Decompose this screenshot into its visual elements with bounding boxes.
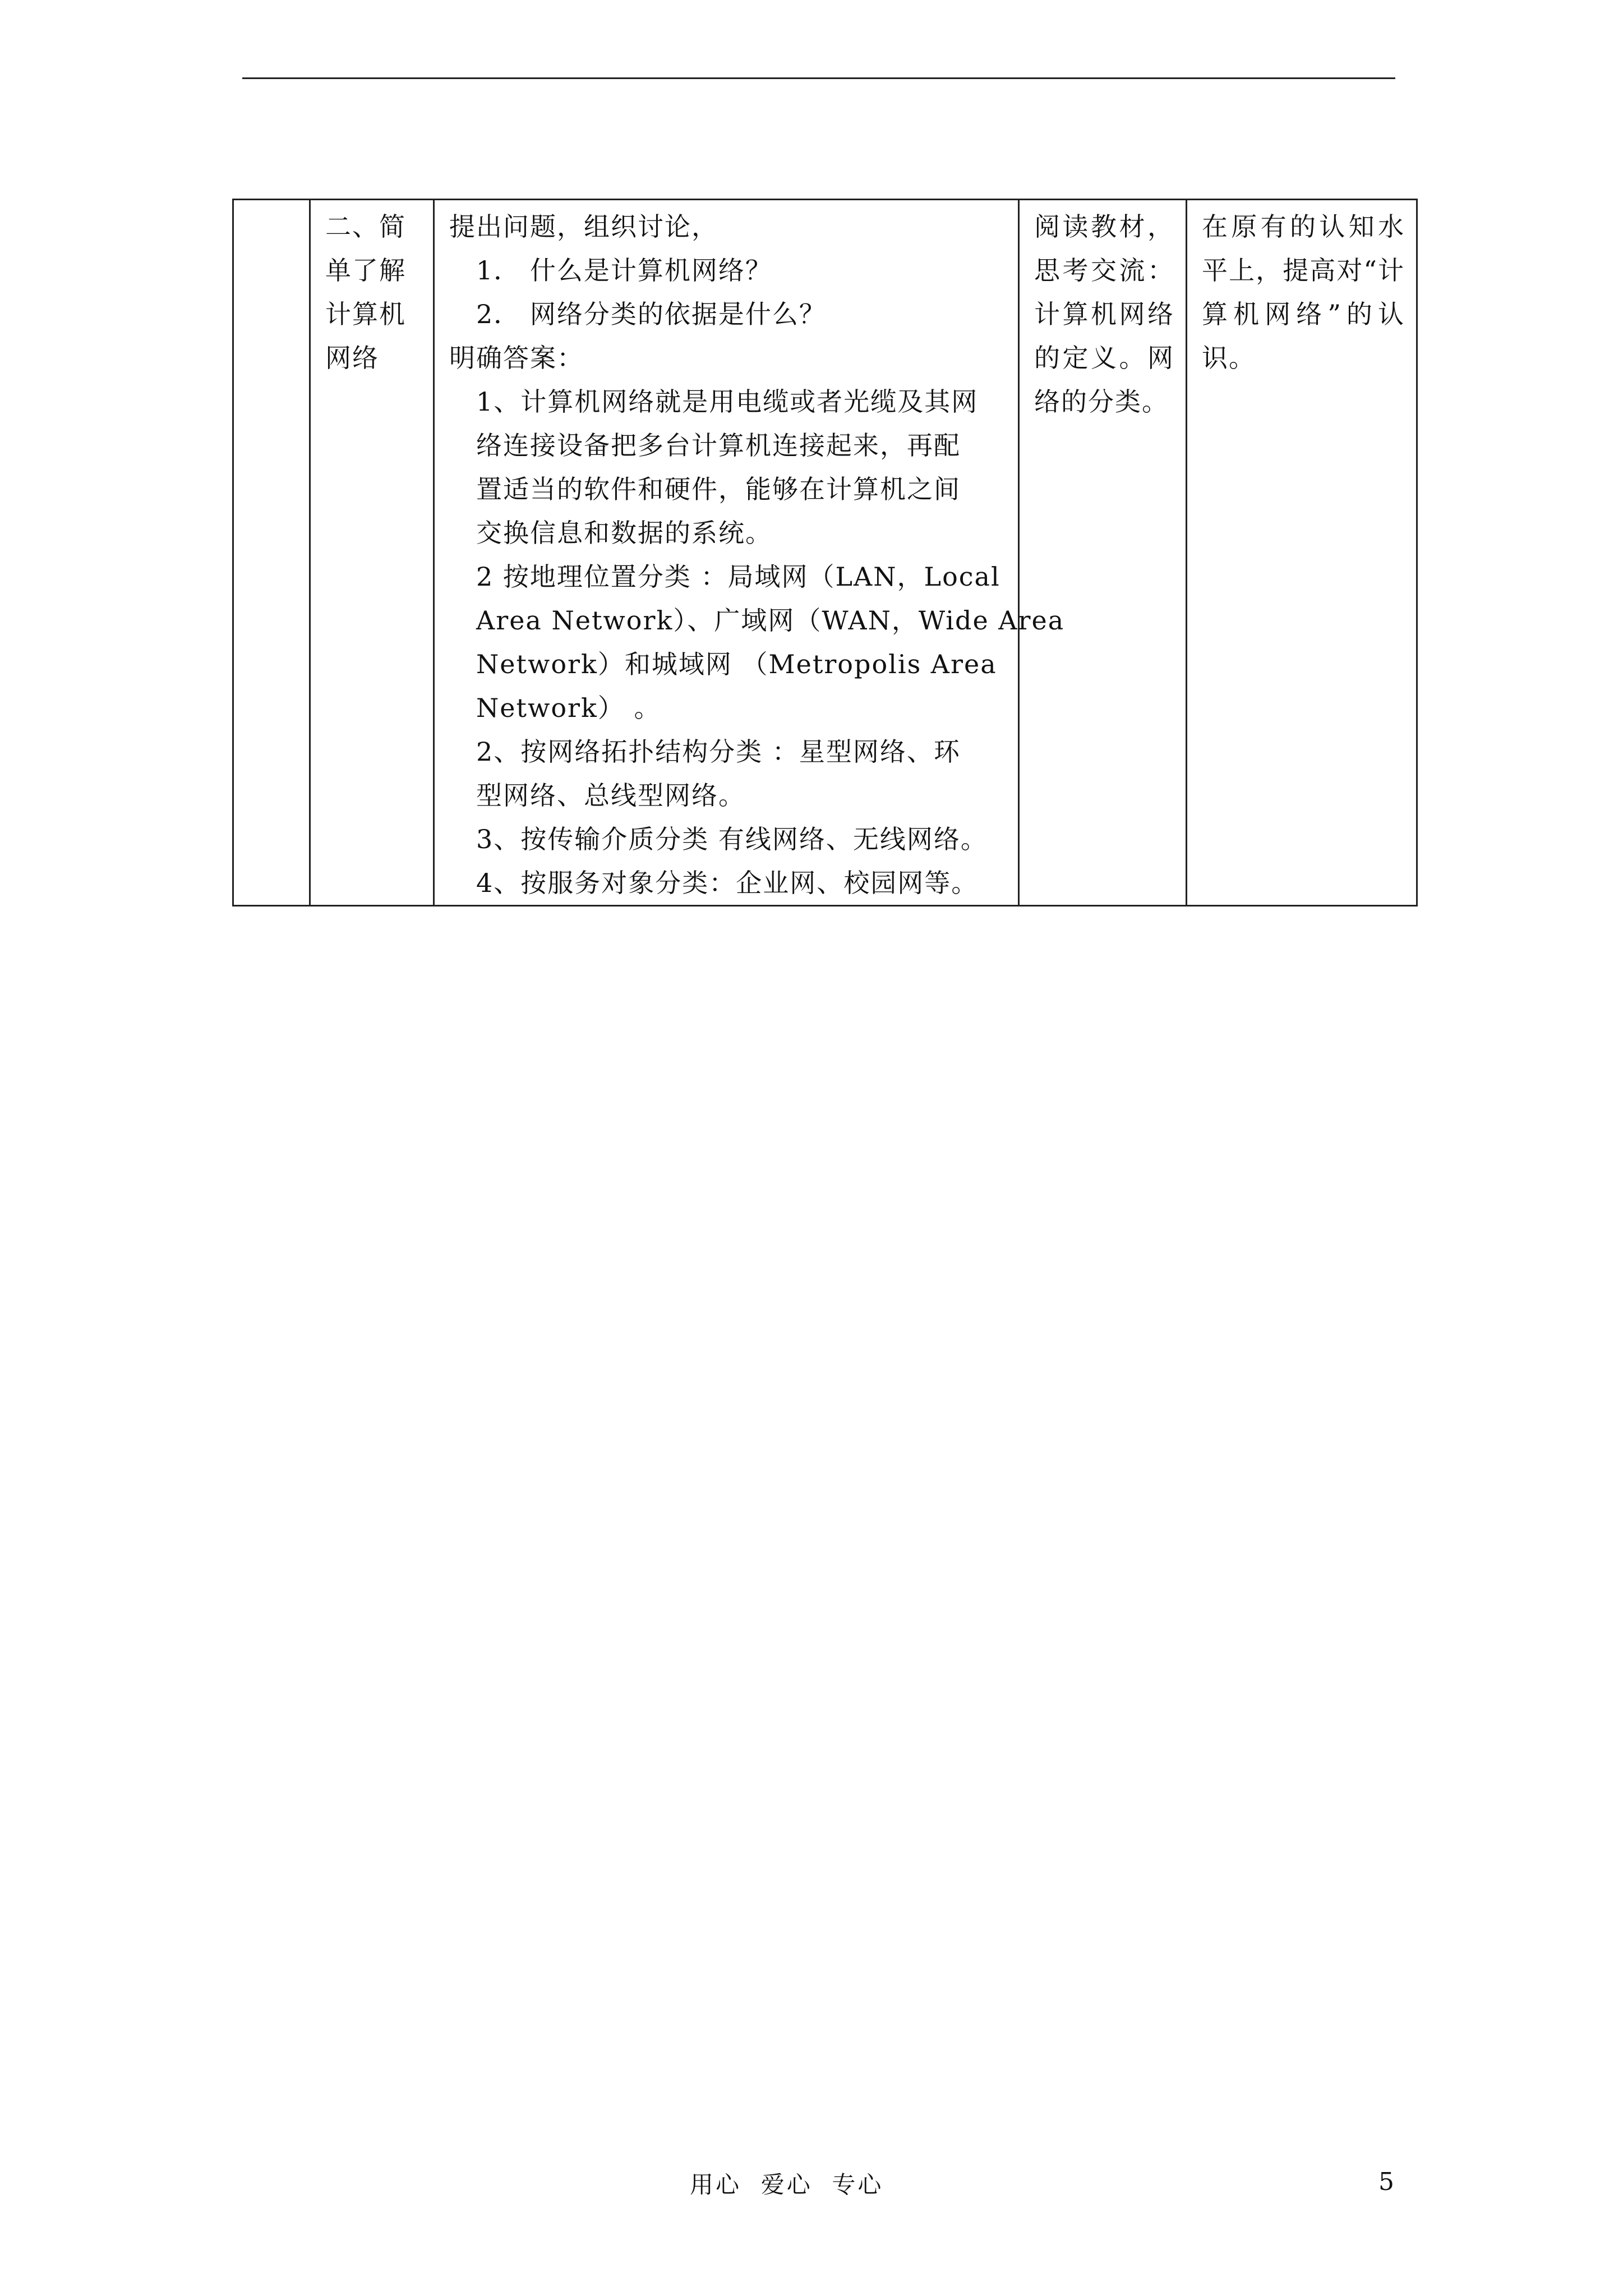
teacher-intro: 提出问题，组织讨论，: [449, 211, 718, 242]
answer-line: 2、按网络拓扑结构分类 ：星型网络、环: [476, 737, 961, 767]
stage-label: 二、简单了解计算机网络: [325, 211, 406, 373]
teacher-activity-cell: [434, 200, 1065, 906]
table-row: [233, 200, 1417, 906]
student-activity-text: 阅读教材，思考交流：计算机网络的定义。网络的分类。: [1034, 211, 1174, 417]
lesson-plan-table: [232, 199, 1418, 907]
answer-line: 1、计算机网络就是用电缆或者光缆及其网: [476, 386, 979, 417]
answer-line: Network）和城域网 （Metropolis Area: [476, 649, 997, 679]
answer-line: 络连接设备把多台计算机连接起来，再配: [476, 430, 961, 461]
header-rule: [242, 77, 1395, 79]
answer-line: 交换信息和数据的系统。: [476, 518, 772, 548]
answer-heading: 明确答案：: [449, 343, 584, 373]
answer-line: 型网络、总线型网络。: [476, 780, 745, 811]
answer-line: 3、按传输介质分类 有线网络、无线网络。: [476, 824, 988, 854]
answer-line: 2 按地理位置分类 ：局域网（LAN，Local: [476, 562, 1000, 592]
answer-line: 置适当的软件和硬件，能够在计算机之间: [476, 474, 961, 504]
page-number: 5: [1378, 2168, 1394, 2196]
stage-cell: [310, 200, 434, 906]
question-line: 2． 网络分类的依据是什么？: [476, 299, 826, 329]
answer-line: 4、按服务对象分类：企业网、校园网等。: [476, 868, 979, 898]
footer-motto: 用心 爱心 专心: [690, 2171, 884, 2198]
blank-cell: [233, 200, 310, 906]
answer-line: Area Network）、广域网（WAN，Wide Area: [476, 605, 1065, 636]
student-activity-cell: [1019, 200, 1187, 906]
design-intent-text: 在原有的认知水平上，提高对“计算机网络”的认识。: [1202, 211, 1405, 373]
design-intent-cell: [1187, 200, 1417, 906]
question-line: 1． 什么是计算机网络？: [476, 255, 772, 286]
answer-line: Network） 。: [476, 693, 661, 723]
